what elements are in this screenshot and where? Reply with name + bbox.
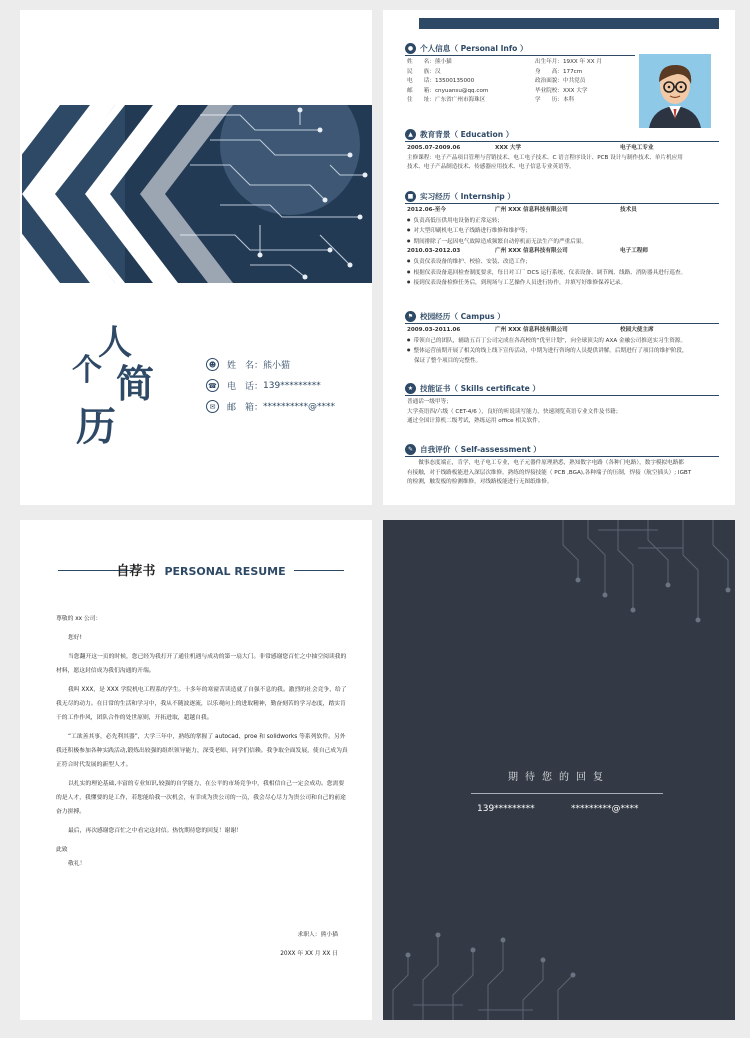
certificate-icon: ★ bbox=[405, 383, 416, 394]
cover-phone-row bbox=[206, 375, 335, 396]
info-value: 熊小猫 bbox=[434, 59, 452, 65]
skills-line: 大学英语四/六级（ CET-4/6 ），良好的听说读写能力，快速浏览英语专业文件及书籍； bbox=[407, 408, 622, 415]
section-campus bbox=[405, 310, 719, 366]
info-value: 13500135000 bbox=[434, 78, 475, 85]
cover-title-char: 历 bbox=[76, 403, 116, 450]
education-row bbox=[407, 144, 719, 154]
info-label: 民 族： bbox=[407, 68, 435, 75]
section-internship bbox=[405, 190, 719, 289]
info-label: 电 话： bbox=[407, 78, 435, 85]
cover-phone-value: 139********* bbox=[263, 380, 321, 391]
cover-title-char: 简 bbox=[116, 361, 155, 406]
job-bullet: ● 根据仪表设备巡回检查制度要求，每日对工厂 DCS 运行系统、仪表设备、调节阀、线路、消防器具进行巡查。 bbox=[407, 268, 719, 279]
cover-page bbox=[20, 10, 372, 505]
education-body bbox=[405, 142, 719, 173]
self-line: 有接触，对于线路板能进入深层次维修。熟练的焊接技能（ PCB ,BGA),各种端子的压制，焊接（航空插头）; IGBT bbox=[407, 469, 692, 476]
cover-name-value: 熊小猫 bbox=[263, 361, 291, 371]
education-date: 2005.07-2009.06 bbox=[407, 145, 461, 151]
job-company: 广州 XXX 信息科技有限公司 bbox=[495, 207, 568, 213]
section-title: 技能证书（ Skills certificate ） bbox=[420, 384, 541, 393]
cover-mail-label: 邮 箱： bbox=[227, 403, 264, 413]
info-label: 学 历： bbox=[535, 97, 563, 104]
letter-header bbox=[58, 560, 344, 582]
self-line: 做事态度端正，肯学，电子电工专业，电子元器件原理熟悉，熟知数字电路（各种门电路），数字模拟电路都 bbox=[407, 460, 684, 466]
job-date: 2012.06-至今 bbox=[407, 207, 446, 213]
letter-closing: 此致 bbox=[56, 847, 68, 853]
graduation-cap-icon: ▲ bbox=[405, 129, 416, 140]
campus-company: 广州 XXX 信息科技有限公司 bbox=[495, 327, 568, 333]
section-personal-info bbox=[405, 42, 635, 106]
back-title: 期待您的回复 bbox=[508, 772, 610, 783]
cover-contact-info bbox=[206, 354, 335, 417]
section-header bbox=[405, 190, 719, 204]
job-role: 电子工程师 bbox=[620, 248, 648, 255]
letter-date: 20XX 年 XX 月 XX 日 bbox=[280, 951, 338, 957]
cover-phone-label: 电 话： bbox=[227, 382, 264, 392]
letter-paragraph: 当您翻开这一页的时候，您已经为我打开了通往机遇与成功的第一扇大门。非常感谢您百忙之中抽空阅读我的材料，愿这封信成为我们沟通的开端。 bbox=[56, 654, 347, 674]
job-role: 技术员 bbox=[620, 207, 637, 213]
personal-info-body bbox=[405, 56, 635, 106]
info-label: 政治面貌： bbox=[535, 78, 563, 85]
campus-body bbox=[405, 324, 719, 366]
avatar bbox=[639, 54, 711, 128]
back-email: *********@**** bbox=[571, 804, 639, 814]
section-skills bbox=[405, 382, 719, 427]
back-divider bbox=[471, 793, 663, 794]
personal-info-left bbox=[407, 58, 535, 106]
info-label: 邮 箱： bbox=[407, 87, 435, 94]
cover-name-row bbox=[206, 354, 335, 375]
top-bar-gap bbox=[405, 18, 419, 29]
section-header bbox=[405, 443, 719, 457]
cover-name-label: 姓 名： bbox=[227, 361, 264, 371]
chat-icon: ✎ bbox=[405, 444, 416, 455]
cover-mail-row bbox=[206, 396, 335, 417]
letter-title bbox=[58, 560, 344, 579]
section-title: 实习经历（ Internship ） bbox=[420, 192, 515, 201]
top-bar bbox=[405, 18, 719, 29]
mail-icon: ✉ bbox=[206, 400, 219, 413]
education-line: 主修课程：电子产品项目管理与营销技术、电工电子技术、C 语言程序设计、PCB 设计与制作技术、单片机应用 bbox=[407, 154, 683, 161]
section-header bbox=[405, 310, 719, 324]
section-header bbox=[405, 42, 635, 56]
letter-hello: 您好! bbox=[68, 635, 82, 641]
info-value: 中共党员 bbox=[562, 78, 586, 85]
cover-letter-page bbox=[20, 520, 372, 1020]
info-value: cnyuansu@qq.com bbox=[434, 87, 489, 94]
education-major: 电子电工专业 bbox=[620, 145, 654, 151]
circuit-decoration-top bbox=[383, 520, 735, 630]
job-bullet: ● 期间排除了一起因电气故障造成频繁自动停机而无法生产的严重后果。 bbox=[407, 237, 719, 248]
cover-title-char: 人 bbox=[98, 323, 132, 363]
letter-paragraph: 我叫 XXX，是 XXX 学院机电工程系的学生。十多年的寒窗苦读造就了自强不息的我。激烈的社会竞争，给了我无尽的动力。在日常的生活和学习中，我从不随波逐流，以乐观向上的进取精神，勤奋刻苦的学习态度，踏实肯干的工作作风，团队合作的处世原则，开拓进取，超越自我。 bbox=[56, 687, 347, 721]
job-row bbox=[407, 206, 719, 216]
campus-role: 校园大使主席 bbox=[620, 327, 654, 333]
campus-row bbox=[407, 326, 719, 336]
skills-line: 普通话一级甲等； bbox=[407, 399, 452, 405]
section-title: 个人信息（ Personal Info ） bbox=[420, 44, 528, 53]
job-date: 2010.03-2012.03 bbox=[407, 248, 461, 255]
campus-date: 2009.03-2011.06 bbox=[407, 327, 461, 333]
info-label: 姓 名： bbox=[407, 59, 435, 65]
campus-bullet: ● 整体运营前期开展了相关的线上线下宣传活动，中期为进行咨询的人员提供讲解。后期进行了项目的维护阶段， bbox=[407, 346, 719, 357]
section-title: 自我评价（ Self-assessment ） bbox=[420, 445, 541, 454]
cover-mail-value: **********@**** bbox=[263, 401, 336, 412]
letter-title-cn: 自荐书 bbox=[116, 564, 156, 579]
info-value: XXX 大学 bbox=[562, 87, 588, 94]
section-self-assessment bbox=[405, 443, 719, 488]
user-icon: ☻ bbox=[206, 358, 219, 371]
letter-body bbox=[56, 612, 348, 876]
letter-greeting: 尊敬的 xx 公司： bbox=[56, 616, 102, 622]
job-bullet: ● 对大型印刷机电工电子线路进行维修和维护等； bbox=[407, 226, 719, 237]
cover-title bbox=[72, 315, 162, 450]
job-bullet: ● 接到仪表设备检修任务后，到现场与工艺操作人员进行协作，并填写好维修保养记录。 bbox=[407, 278, 719, 289]
letter-closing: 敬礼！ bbox=[68, 861, 86, 867]
campus-bullet-cont: 保证了整个项目的完整性。 bbox=[414, 357, 482, 364]
info-value: 19XX 年 XX 月 bbox=[562, 59, 602, 65]
section-education bbox=[405, 128, 719, 173]
resume-page bbox=[383, 10, 735, 505]
education-line: 技术、电子产品制造技术、传感器应用技术、电子信息专业英语等。 bbox=[407, 164, 575, 171]
self-body bbox=[405, 457, 719, 488]
job-bullet: ● 负责仪表设备的维护、校验、安装、改造工作； bbox=[407, 257, 719, 268]
cover-circuit-banner bbox=[20, 105, 372, 283]
info-label: 住 址： bbox=[407, 97, 435, 104]
section-header bbox=[405, 382, 719, 396]
job-bullet: ● 负责高低压供用电设备的正常运转； bbox=[407, 216, 719, 227]
cover-title-char: 个 bbox=[72, 353, 102, 388]
letter-paragraph: 以扎实的理论基础,丰富的专业知识,较强的自学能力，在公平的市场竞争中，我相信自己一定会成功。您需要的是人才，我懂要的是工作，若您能给我一次机会，有幸成为贵公司的一员，我会尽心尽力为贵公司和自己的前途奋力拼搏。 bbox=[56, 781, 346, 815]
self-line: 的检测，触发板的检测维修，对线路板能进行无图纸维修。 bbox=[407, 479, 553, 486]
personal-info-right bbox=[535, 58, 602, 106]
section-header bbox=[405, 128, 719, 142]
info-value: 177cm bbox=[562, 68, 583, 75]
back-cover-page bbox=[383, 520, 735, 1020]
id-card-icon: ● bbox=[405, 43, 416, 54]
internship-body bbox=[405, 204, 719, 289]
info-value: 本科 bbox=[562, 97, 575, 104]
section-title: 校园经历（ Campus ） bbox=[420, 312, 505, 321]
info-value: 广东省广州市海珠区 bbox=[434, 97, 486, 104]
flag-icon: ⚑ bbox=[405, 311, 416, 322]
info-label: 毕业院校： bbox=[535, 87, 563, 94]
back-phone: 139********* bbox=[477, 804, 535, 814]
letter-paragraph: “工欲善其事，必先利其器”，大学三年中，熟练的掌握了 autocad、proe 和 solidworks 等系列软件。另外我还积极参加各种实践活动,锻炼出较强的组织领导能力，深受老师、同学们信赖。我争取全面发展，使自己成为真正符合时代发展的新型人才。 bbox=[56, 734, 348, 768]
letter-paragraph: 最后，再次感谢您百忙之中看完这封信。热忱期待您的回复！谢谢！ bbox=[68, 828, 242, 834]
info-value: 汉 bbox=[434, 68, 441, 75]
circuit-decoration-bottom bbox=[383, 910, 583, 1020]
education-school: XXX 大学 bbox=[495, 145, 522, 151]
skills-line: 通过全国计算机二级考试，熟练运用 office 相关软件。 bbox=[407, 418, 544, 425]
job-company: 广州 XXX 信息科技有限公司 bbox=[495, 248, 568, 255]
letter-title-en: PERSONAL RESUME bbox=[164, 565, 286, 578]
info-label: 出生年月： bbox=[535, 59, 563, 65]
campus-bullet: ● 带领自己的团队，辅助五百丁公司完成在各高校的“优至计划”，向全球顶尖的 AXA 金融公司推送实习生资源。 bbox=[407, 336, 719, 347]
phone-icon: ☎ bbox=[206, 379, 219, 392]
job-row bbox=[407, 247, 719, 257]
info-label: 身 高： bbox=[535, 68, 563, 75]
skills-body bbox=[405, 396, 719, 427]
briefcase-icon: ■ bbox=[405, 191, 416, 202]
letter-signer: 求职人：熊小猫 bbox=[297, 932, 338, 938]
section-title: 教育背景（ Education ） bbox=[420, 130, 514, 139]
